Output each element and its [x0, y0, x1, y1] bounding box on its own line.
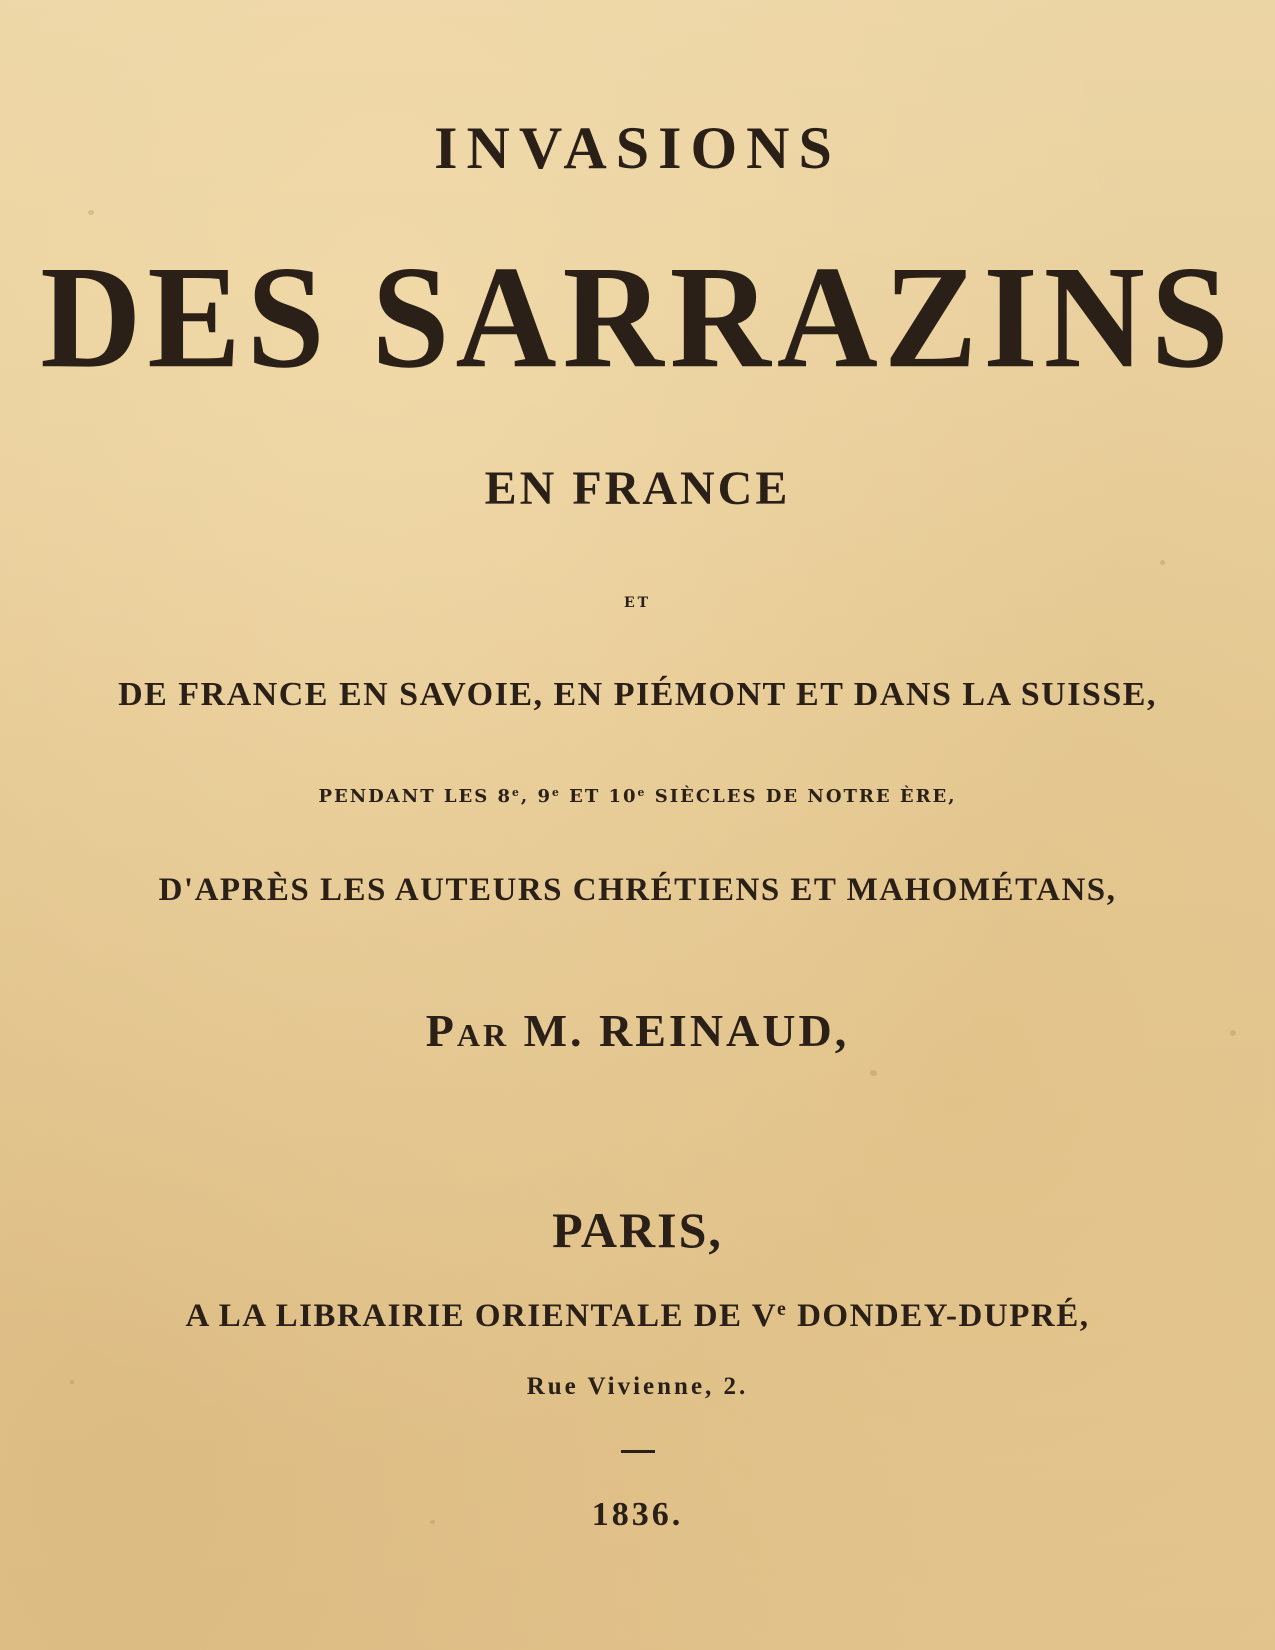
publisher-text-1: A LA LIBRAIRIE ORIENTALE DE V	[185, 1298, 778, 1334]
centuries-text-4: SIÈCLES DE NOTRE ÈRE,	[646, 786, 957, 807]
separator-dash	[621, 1450, 655, 1453]
superscript-e: e	[637, 786, 647, 800]
centuries-text-1: PENDANT LES 8	[318, 786, 513, 807]
paper-speck	[1160, 560, 1165, 565]
subtitle-sources: D'APRÈS LES AUTEURS CHRÉTIENS ET MAHOMÉTANS,	[158, 872, 1117, 908]
imprint-city: PARIS,	[552, 1202, 723, 1258]
paper-speck	[870, 1070, 877, 1076]
subtitle-centuries	[0, 788, 1275, 806]
centuries-text-3: ET 10	[560, 786, 638, 807]
title-main-des-sarrazins: DES SARRAZINS	[40, 236, 1235, 399]
title-line-et: ET	[623, 595, 652, 611]
superscript-e: e	[777, 1298, 788, 1321]
author-line	[0, 1005, 1275, 1056]
author-par-initial: P	[425, 1005, 457, 1056]
superscript-e: e	[551, 786, 561, 800]
paper-speck	[88, 210, 94, 215]
imprint-address: Rue Vivienne, 2.	[526, 1373, 749, 1400]
imprint-year: 1836.	[591, 1496, 684, 1533]
imprint-publisher	[0, 1300, 1275, 1333]
superscript-e: e	[512, 786, 521, 800]
title-line-en-france: EN FRANCE	[484, 462, 791, 515]
author-par-smallcaps: AR	[456, 1017, 510, 1053]
title-line-invasions: INVASIONS	[434, 115, 841, 181]
author-name: M. REINAUD,	[523, 1005, 850, 1056]
centuries-text-2: , 9	[520, 786, 552, 807]
publisher-text-2: DONDEY-DUPRÉ,	[787, 1298, 1090, 1334]
subtitle-savoie-piemont-suisse: DE FRANCE EN SAVOIE, EN PIÉMONT ET DANS LA SUISSE,	[118, 676, 1157, 713]
